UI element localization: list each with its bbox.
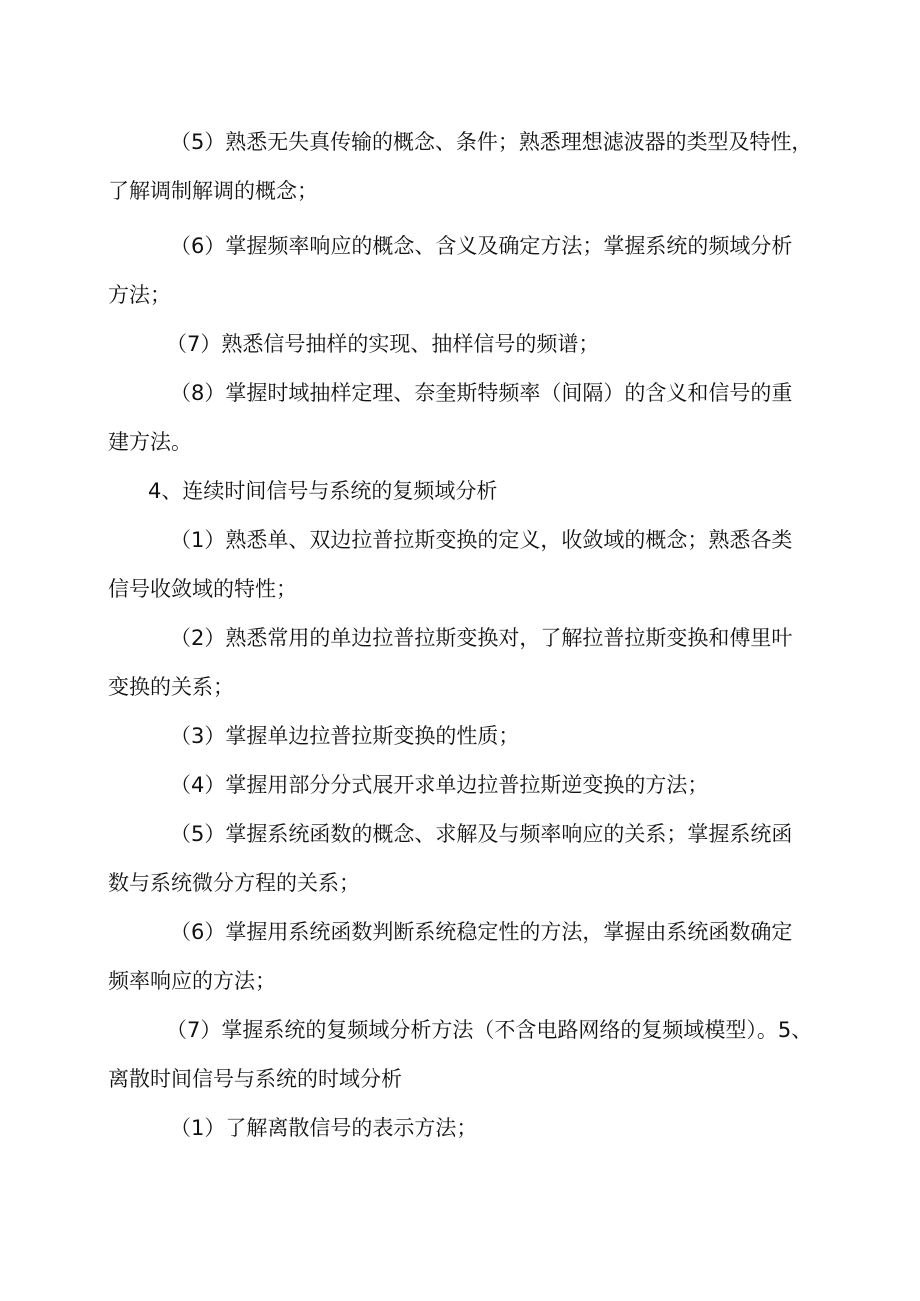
text-line: （1）熟悉单、双边拉普拉斯变换的定义，收敛域的概念；熟悉各类: [170, 528, 793, 552]
text-line: （3）掌握单边拉普拉斯变换的性质；: [170, 724, 520, 748]
text-line: （4）掌握用部分分式展开求单边拉普拉斯逆变换的方法；: [170, 773, 709, 797]
text-line: （5）熟悉无失真传输的概念、条件；熟悉理想滤波器的类型及特性，: [170, 130, 813, 154]
text-line: （6）掌握频率响应的概念、含义及确定方法；掌握系统的频域分析: [170, 234, 793, 258]
section-heading: 4、连续时间信号与系统的复频域分析: [148, 479, 498, 503]
text-line: 方法；: [108, 283, 171, 307]
text-line: （6）掌握用系统函数判断系统稳定性的方法，掌握由系统函数确定: [170, 920, 793, 944]
text-line: 频率响应的方法；: [108, 969, 276, 993]
text-line: 变换的关系；: [108, 675, 234, 699]
text-line: （7）熟悉信号抽样的实现、抽样信号的频谱；: [166, 332, 600, 356]
text-line: 离散时间信号与系统的时域分析: [108, 1067, 402, 1091]
text-line: （1）了解离散信号的表示方法；: [170, 1116, 478, 1140]
text-line: （8）掌握时域抽样定理、奈奎斯特频率（间隔）的含义和信号的重: [170, 381, 793, 405]
text-line: （5）掌握系统函数的概念、求解及与频率响应的关系；掌握系统函: [170, 822, 793, 846]
text-line: （2）熟悉常用的单边拉普拉斯变换对，了解拉普拉斯变换和傅里叶: [170, 626, 793, 650]
text-line: （7）掌握系统的复频域分析方法（不含电路网络的复频域模型）。5、: [166, 1018, 813, 1042]
text-line: 信号收敛域的特性；: [108, 577, 297, 601]
text-line: 了解调制解调的概念；: [108, 179, 318, 203]
text-line: 建方法。: [108, 430, 192, 454]
text-line: 数与系统微分方程的关系；: [108, 871, 360, 895]
